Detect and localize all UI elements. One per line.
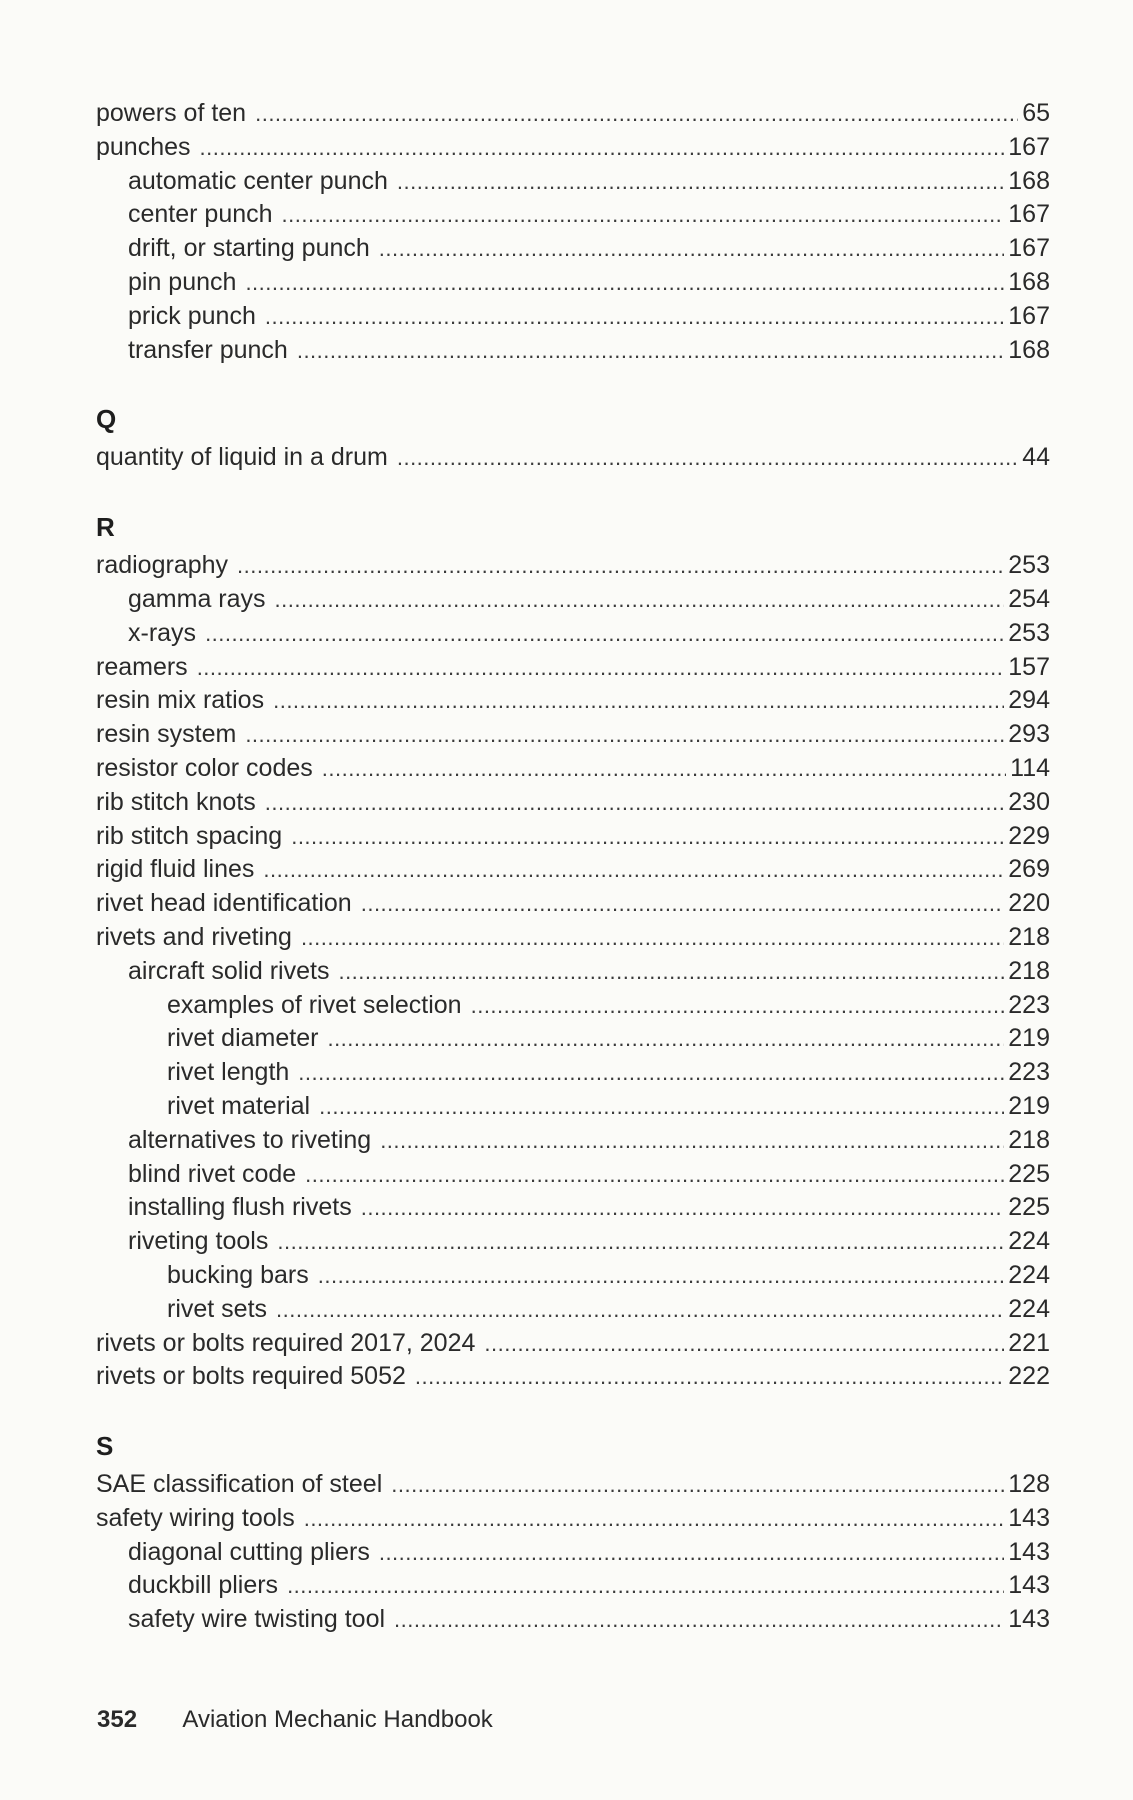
dot-leader xyxy=(197,651,1005,685)
dot-leader xyxy=(361,1191,1005,1225)
entry-term: drift, or starting punch xyxy=(128,234,370,263)
entry-page: 222 xyxy=(1008,1362,1050,1391)
page-footer xyxy=(97,1706,493,1734)
index-entry xyxy=(96,1022,1050,1056)
entry-term: duckbill pliers xyxy=(128,1571,279,1600)
index-entry xyxy=(96,131,1050,165)
entry-term: safety wire twisting tool xyxy=(128,1605,386,1634)
dot-leader xyxy=(319,1090,1004,1124)
dot-leader xyxy=(379,1536,1004,1570)
dot-leader xyxy=(304,1502,1005,1536)
entry-term: diagonal cutting pliers xyxy=(128,1537,370,1566)
entry-page: 223 xyxy=(1008,1058,1050,1087)
entry-page: 230 xyxy=(1008,787,1050,816)
dot-leader xyxy=(327,1022,1004,1056)
entry-term: rivet head identification xyxy=(96,889,352,918)
dot-leader xyxy=(255,97,1018,131)
entry-term: prick punch xyxy=(128,301,256,330)
index-entry xyxy=(96,300,1050,334)
dot-leader xyxy=(237,549,1004,583)
entry-page: 218 xyxy=(1008,956,1050,985)
dot-leader xyxy=(338,955,1004,989)
entry-page: 253 xyxy=(1008,618,1050,647)
entry-page: 114 xyxy=(1010,753,1050,782)
dot-leader xyxy=(277,1225,1004,1259)
index-entry xyxy=(96,97,1050,131)
index-entry xyxy=(96,1360,1050,1394)
dot-leader xyxy=(391,1468,1004,1502)
entry-page: 220 xyxy=(1008,889,1050,918)
dot-leader xyxy=(394,1603,1004,1637)
dot-leader xyxy=(298,1056,1004,1090)
dot-leader xyxy=(245,266,1004,300)
entry-page: 269 xyxy=(1008,855,1050,884)
entry-term: rivet diameter xyxy=(167,1024,319,1053)
index-entry xyxy=(96,441,1050,475)
dot-leader xyxy=(484,1327,1004,1361)
entry-term: gamma rays xyxy=(128,584,266,613)
index-entry xyxy=(96,651,1050,685)
entry-page: 225 xyxy=(1008,1193,1050,1222)
dot-leader xyxy=(205,617,1004,651)
index-entry xyxy=(96,549,1050,583)
entry-page: 65 xyxy=(1022,99,1050,127)
entry-page: 254 xyxy=(1008,584,1050,613)
index-entry xyxy=(96,1468,1050,1502)
index-entry xyxy=(96,786,1050,820)
index-entry xyxy=(96,1124,1050,1158)
entry-term: resin system xyxy=(96,720,237,749)
entry-term: alternatives to riveting xyxy=(128,1125,372,1154)
index-page xyxy=(96,97,1050,1637)
entry-page: 225 xyxy=(1008,1159,1050,1188)
book-title: Aviation Mechanic Handbook xyxy=(182,1706,493,1733)
index-entry xyxy=(96,1225,1050,1259)
index-entry xyxy=(96,1293,1050,1327)
index-entry xyxy=(96,617,1050,651)
index-entry xyxy=(96,684,1050,718)
dot-leader xyxy=(276,1293,1004,1327)
index-entry xyxy=(96,1536,1050,1570)
dot-leader xyxy=(265,786,1005,820)
entry-term: rib stitch knots xyxy=(96,787,256,816)
index-entry xyxy=(96,165,1050,199)
entry-term: rivet length xyxy=(167,1058,290,1087)
entry-term: rivets and riveting xyxy=(96,922,292,951)
dot-leader xyxy=(273,684,1004,718)
entry-page: 219 xyxy=(1008,1024,1050,1053)
entry-term: rivet material xyxy=(167,1091,311,1120)
section-spacer xyxy=(96,475,1050,505)
entry-term: bucking bars xyxy=(167,1260,309,1289)
entry-term: rigid fluid lines xyxy=(96,855,255,884)
entry-page: 224 xyxy=(1008,1260,1050,1289)
entry-page: 253 xyxy=(1008,551,1050,580)
entry-term: radiography xyxy=(96,551,229,580)
entry-term: aircraft solid rivets xyxy=(128,956,330,985)
entry-page: 143 xyxy=(1008,1605,1050,1634)
dot-leader xyxy=(379,232,1004,266)
entry-term: SAE classification of steel xyxy=(96,1470,383,1499)
section-letter: R xyxy=(96,512,115,543)
index-entry xyxy=(96,989,1050,1023)
dot-leader xyxy=(318,1259,1005,1293)
index-entry xyxy=(96,1603,1050,1637)
page-number: 352 xyxy=(97,1706,138,1733)
index-entry xyxy=(96,955,1050,989)
index-entry xyxy=(96,1056,1050,1090)
entry-page: 167 xyxy=(1008,301,1050,330)
entry-page: 224 xyxy=(1008,1294,1050,1323)
section-letter: Q xyxy=(96,404,117,435)
index-entry xyxy=(96,583,1050,617)
entry-page: 168 xyxy=(1008,166,1050,195)
dot-leader xyxy=(361,887,1005,921)
dot-leader xyxy=(471,989,1005,1023)
entry-page: 293 xyxy=(1008,720,1050,749)
entry-term: resin mix ratios xyxy=(96,686,265,715)
index-entry xyxy=(96,232,1050,266)
entry-term: transfer punch xyxy=(128,335,288,364)
index-entry xyxy=(96,1569,1050,1603)
dot-leader xyxy=(322,752,1006,786)
index-entry xyxy=(96,887,1050,921)
entry-page: 218 xyxy=(1008,922,1050,951)
entry-term: center punch xyxy=(128,200,273,229)
section-spacer xyxy=(96,1394,1050,1424)
entry-term: rivets or bolts required 2017, 2024 xyxy=(96,1328,476,1357)
entry-page: 143 xyxy=(1008,1503,1050,1532)
entry-term: rivet sets xyxy=(167,1294,268,1323)
entry-term: quantity of liquid in a drum xyxy=(96,443,388,472)
dot-leader xyxy=(301,921,1004,955)
entry-page: 168 xyxy=(1008,267,1050,296)
entry-term: rivets or bolts required 5052 xyxy=(96,1362,406,1391)
entry-page: 229 xyxy=(1008,821,1050,850)
entry-page: 167 xyxy=(1008,132,1050,161)
dot-leader xyxy=(397,441,1018,475)
index-entry xyxy=(96,266,1050,300)
entry-term: blind rivet code xyxy=(128,1159,297,1188)
entry-term: punches xyxy=(96,132,191,161)
index-entry xyxy=(96,820,1050,854)
index-entry xyxy=(96,334,1050,368)
entry-term: installing flush rivets xyxy=(128,1193,352,1222)
index-entry xyxy=(96,1259,1050,1293)
section-letter: S xyxy=(96,1431,114,1462)
dot-leader xyxy=(287,1569,1004,1603)
index-entry xyxy=(96,853,1050,887)
dot-leader xyxy=(200,131,1005,165)
dot-leader xyxy=(275,583,1005,617)
entry-term: riveting tools xyxy=(128,1227,269,1256)
entry-term: powers of ten xyxy=(96,99,247,127)
dot-leader xyxy=(265,300,1004,334)
entry-term: reamers xyxy=(96,652,188,681)
entry-page: 128 xyxy=(1008,1470,1050,1499)
dot-leader xyxy=(397,165,1004,199)
index-entry xyxy=(96,1191,1050,1225)
index-entry xyxy=(96,1158,1050,1192)
index-entry xyxy=(96,1502,1050,1536)
dot-leader xyxy=(291,820,1004,854)
entry-page: 224 xyxy=(1008,1227,1050,1256)
entry-page: 168 xyxy=(1008,335,1050,364)
entry-term: x-rays xyxy=(128,618,197,647)
entry-page: 143 xyxy=(1008,1537,1050,1566)
dot-leader xyxy=(380,1124,1004,1158)
dot-leader xyxy=(305,1158,1004,1192)
entry-page: 44 xyxy=(1022,443,1050,472)
entry-page: 294 xyxy=(1008,686,1050,715)
entry-term: automatic center punch xyxy=(128,166,388,195)
index-entry xyxy=(96,718,1050,752)
entry-page: 218 xyxy=(1008,1125,1050,1154)
index-entry xyxy=(96,921,1050,955)
index-entry xyxy=(96,752,1050,786)
entry-page: 219 xyxy=(1008,1091,1050,1120)
entry-term: rib stitch spacing xyxy=(96,821,283,850)
dot-leader xyxy=(415,1360,1004,1394)
entry-page: 221 xyxy=(1008,1328,1050,1357)
index-entry xyxy=(96,1090,1050,1124)
entry-page: 143 xyxy=(1008,1571,1050,1600)
entry-page: 223 xyxy=(1008,990,1050,1019)
section-spacer xyxy=(96,367,1050,397)
dot-leader xyxy=(263,853,1004,887)
entry-term: examples of rivet selection xyxy=(167,990,462,1019)
dot-leader xyxy=(297,334,1004,368)
dot-leader xyxy=(245,718,1004,752)
entry-page: 167 xyxy=(1008,200,1050,229)
entry-term: safety wiring tools xyxy=(96,1503,295,1532)
index-entry xyxy=(96,198,1050,232)
entry-page: 157 xyxy=(1008,652,1050,681)
entry-term: pin punch xyxy=(128,267,237,296)
entry-page: 167 xyxy=(1008,234,1050,263)
index-entry xyxy=(96,1327,1050,1361)
entry-term: resistor color codes xyxy=(96,753,313,782)
dot-leader xyxy=(282,198,1005,232)
